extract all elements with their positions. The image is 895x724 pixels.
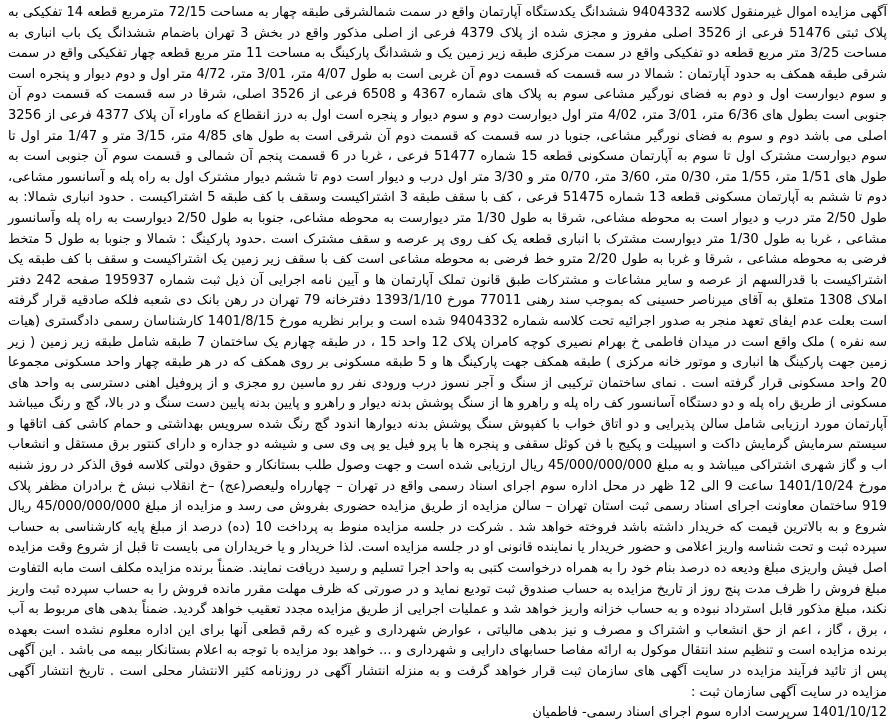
notice-body-text: آگهی مزایده اموال غیرمنقول کلاسه 9404332 ششدانگ یکدستگاه آپارتمان واقع در سمت شمالشرقی طبقه چهار به مساحت 72/15 مترمربع قطعه 14 تفکیکی به پلاک ثبتی 51476 فرعی از 3526 اصلی مفروز و مجزی شده از پلاک 4379 فرعی از اصلی مذکور واقع در بخش 3 تهران باضمام ششدانگ یک باب انباری به مساحت 3/25 متر مربع قطعه دو تفکیکی واقع در سمت مرکزی طبقه زیر زمین یک و ششدانگ پارکینگ به مساحت 11 متر مربع قطعه چهار تفکیکی واقع در سمت شرقی طبقه همکف به حدود آپارتمان : شمالا در سه قسمت که قسمت دوم آن غربی است به طول 4/07 متر، 3/01 متر، 4/72 متر اول و دوم دیوار و پنجره است و سوم دیوارست اول و دوم به فضای نورگیر مشاعی سوم به پلاک های شماره 4367 و 6508 فرعی از 3526 اصلی، شرقا در سه قسمت که قسمت دوم آن جنوبی است بطول های 6/36 متر، 3/01 متر، 4/02 متر اول دیوارست دوم و سوم دیوار و پنجره است اول به درز انقطاع که ماوراء آن پلاک 4377 فرعی از 3256 اصلی می باشد دوم و سوم به فضای نورگیر مشاعی، جنوبا در سه قسمت که قسمت دوم آن شرقی است به طول های 4/85 متر، 3/15 متر و 1/47 متر اول تا سوم دیوارست مشترک اول تا سوم به آپارتمان مسکونی قطعه 15 شماره 51477 فرعی ، غربا در 6 قسمت پنجم آن شمالی و قسمت سوم آن جنوبی است به طول های 1/51 متر، 1/55 متر، 0/30 متر، 3/60 متر، 0/70 متر و 3/30 متر اول درب و دیوار است دوم تا ششم دیوار مشترک اول به راه پله و آسانسور مشاعی، دوم تا ششم به آپارتمان مسکونی قطعه 13 شماره 51475 فرعی ، کف با سقف طبقه 3 اشتراکیست وسقف با کف طبقه 5 اشتراکیست . حدود انباری شمالا: به طول 2/50 متر درب و دیوار است به محوطه مشاعی، شرقا به طول 1/30 متر دیوارست به محوطه مشاعی، جنوبا به طول 2/50 دیوارست به راه پله وآسانسور مشاعی ، غربا به طول 1/30 متر دیوارست مشترک با انباری قطعه یک کف روی پر عرصه و سقف مشترک است .حدود پارکینگ : شمالا و جنوبا به طول 5 متخط فرضی به محوطه مشاعی ، شرقا و غربا به طول 2/20 مترو خط فرضی به محوطه مشاعی است کف با سقف زیر زمین یک اشتراکیست و سقف با کف طبقه یک اشتراکیست با قدرالسهم از عرصه و سایر مشاعات و مشترکات طبق قانون تملک آپارتمان ها و آیین نامه اجرایی آن ذیل ثبت شماره 195937 صفحه 242 دفتر املاک 1308 متعلق به آقای میرناصر حسینی که بموجب سند رهنی 77011 مورخ 1393/1/10 دفترخانه 79 تهران در رهن بانک دی شعبه فلکه صادقیه قرار گرفته است بعلت عدم ایفای تعهد منجر به صدور اجرائیه تحت کلاسه شماره 9404332 شده است و برابر نظریه مورخ 1401/8/15 کارشناسان رسمی دادگستری (هیات سه نفره ) ملک واقع است در میدان فاطمی خ بهرام نصیری کوچه کامران پلاک 12 واحد 15 ، در طبقه چهارم یک ساختمان 7 طبقه شامل طبقه زیر زمین ( زیر زمین جهت پارکینگ ها انباری و موتور خانه مرکزی ) طبقه همکف جهت پارکینگ ها و 5 طبقه مسکونی بر روی همکف که در هر طبقه چهار واحد مسکونی مجموعا 20 واحد مسکونی قرار گرفته است . نمای ساختمان ترکیبی از سنگ و آجر نسوز درب ورودی نفر رو ماسین رو مجزی و از پروفیل اهنی دسترسی به واحد های مسکونی از طریق راه پله و دو دستگاه آسانسور کف راه پله و راهرو ها از سنگ پوشش بدنه دیوار و راهرو و پایین بدنه پایین دست سنگ و در بالا، گچ و رنگ میباشد آپارتمان مورد ارزیابی شامل سالن پذیرایی و دو اتاق خواب با کفپوش سنگ پوشش بدنه دیوارها اندود گچ رنگ شده سرویس بهداشتی و حمام کاشی کف اتاقها و سیستم سرمایش گرمایش داکت و اسپیلت و پکیج با فن کوئل سقفی و پنجره ها با پرو فیل یو پی وی سی و شیشه دو جداره و دارای کنتور برق مستقل و انشعاب اب و گاز شهری اشتراکی میباشد و به مبلغ 45/000/000/000 ریال ارزیابی شده است و جهت وصول طلب بستانکار و حقوق دولتی کلاسه فوق الذکر در روز شنبه مورخ 1401/10/24 ساعت 9 الی 12 ظهر در محل اداره سوم اجرای اسناد رسمی واقع در تهران – چهارراه ولیعصر(عج) –خ انقلاب نبش خ برادران مظفر پلاک 919 ساختمان معاونت اجرای اسناد رسمی ثبت استان تهران – سالن مزایده از طریق مزایده حضوری بفروش می رسد و مزایده از مبلغ 45/000/000/000 ریال شروع و به بالاترین قیمت که خریدار داشته باشد فروخته خواهد شد . شرکت در جلسه مزایده منوط به پرداخت 10 (ده) درصد از مبلغ پایه کارشناسی به حساب سپرده ثبت و تحت شناسه واریز اعلامی و حضور خریدار یا نماینده قانونی او در جلسه مزایده است. لذا خریدار و یا خریداران می بایست تا قبل از شروع وقت مزایده اصل فیش واریزی مبلغ ودیعه ده درصد بنام خود را به همراه درخواست کتبی به واحد اجرا تسلیم و رسید دریافت نمایند. ضمناً برنده مزایده مکلف است مابه التفاوت مبلغ فروش را ظرف مدت پنج روز از تاریخ مزایده به حساب صندوق ثبت تودیع نماید و در صورتی که ظرف مهلت مقرر مانده فروش را به حساب سپرده ثبت واریز نکند، مبلغ مذکور قابل استرداد نبوده و به حساب خزانه واریز خواهد شد و عملیات اجرایی از طریق مزایده مجدد تعقیب خواهد گردید. ضمناً بدهی های مربوط به آب ، برق ، گاز ، اعم از حق انشعاب و اشتراک و مصرف و نیز بدهی مالیاتی ، عوارض شهرداری و غیره که رقم قطعی آنها برای این اداره معلوم نشده است بعهده برنده مزایده است و تنظیم سند انتقال موکول به ارائه مفاصا حسابهای دارایی و شهرداری و ... خواهد بود مزایده با توجه به اعلام بستانکار بیمه می باشد . این آگهی پس از تائید فرآیند مزایده در سایت آگهی های سازمان ثبت قرار خواهد گرفت و به منزله انتشار آگهی در روزنامه کثیر الانتشار محلی است . تاریخ انتشار آگهی مزایده در سایت آگهی سازمان ثبت : [8, 5, 888, 700]
auction-notice [8, 3, 887, 724]
notice-date-signature: 1401/10/12 سرپرست اداره سوم اجرای اسناد رسمی- فاطمیان [532, 705, 887, 721]
